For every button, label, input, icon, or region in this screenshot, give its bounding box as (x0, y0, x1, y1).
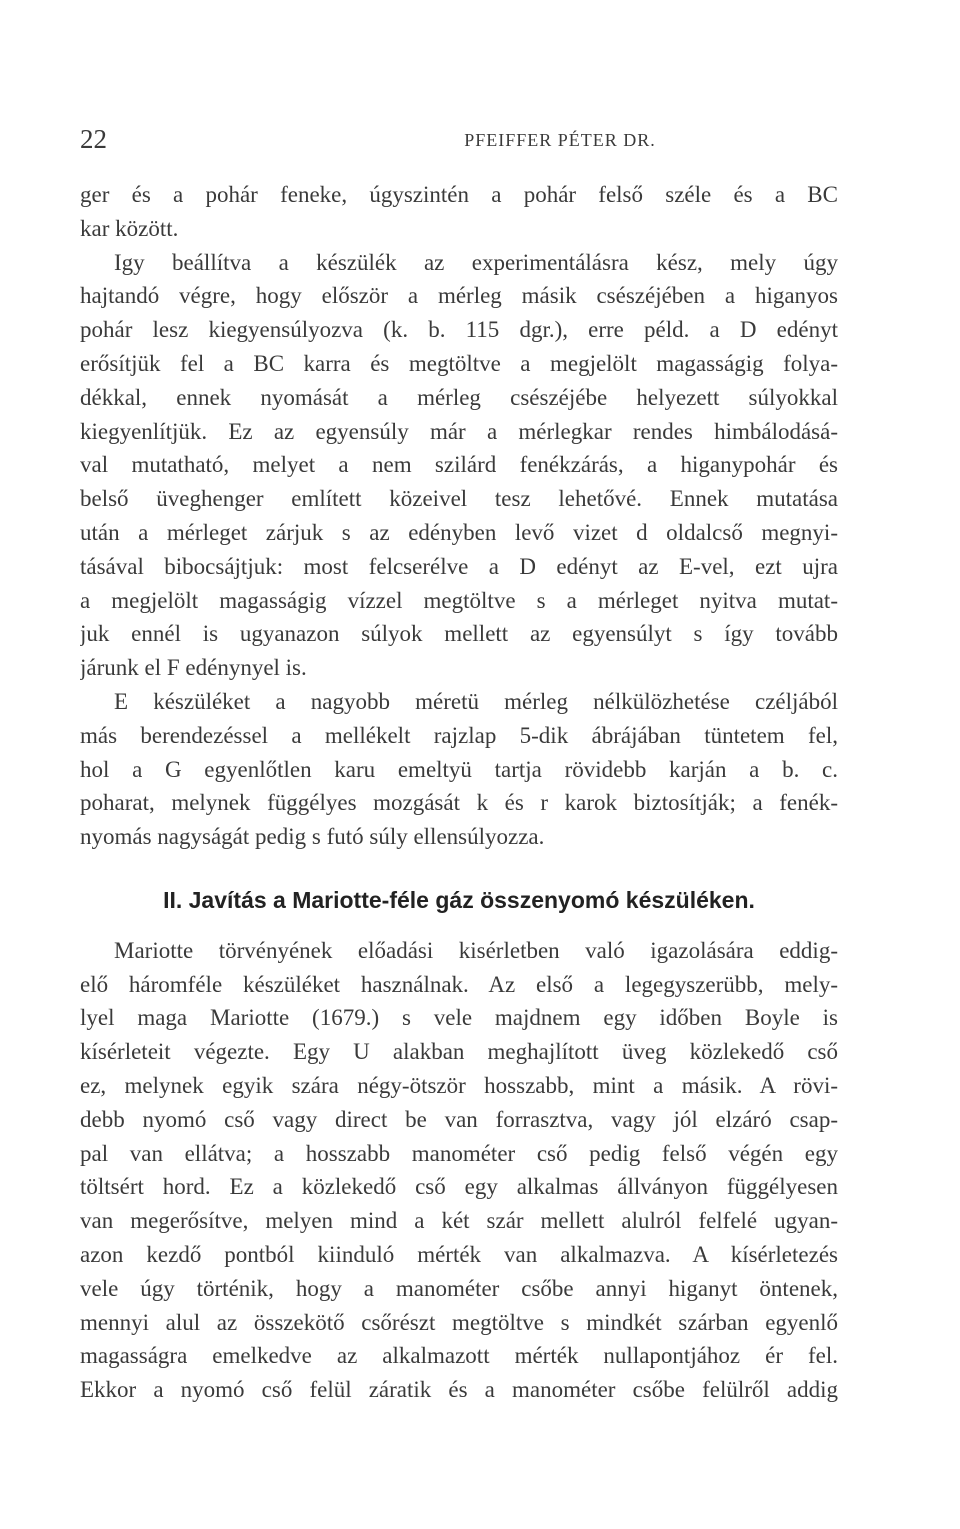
text-line: más berendezéssel a mellékelt rajzlap 5-dik ábrájában tüntetem fel, (80, 722, 838, 748)
text-line: pohár lesz kiegyensúlyozva (k. b. 115 dgr.), erre péld. a D edényt (80, 317, 838, 343)
text-line: lyel maga Mariotte (1679.) s vele majdnem egy időben Boyle is (80, 1005, 838, 1031)
text-line: mennyi alul az összekötő csőrészt megtöltve s mindkét szárban egyenlő (80, 1309, 838, 1335)
text-line: töltsért hord. Ez a közlekedő cső egy alkalmas állványon függélyesen (80, 1174, 838, 1200)
text-line: után a mérleget zárjuk s az edényben levő vizet d oldalcső megnyi- (80, 519, 838, 545)
text-line: Ekkor a nyomó cső felül záratik és a manométer csőbe felülről addig (80, 1377, 838, 1403)
text-line: hol a G egyenlőtlen karu emeltyü tartja rövidebb karján a b. c. (80, 756, 838, 782)
text-line: azon kezdő pontból kiinduló mérték van alkalmazva. A kísérletezés (80, 1241, 838, 1267)
page-header (80, 124, 840, 154)
text-line: poharat, melynek függélyes mozgását k és r karok biztosítják; a fenék- (80, 790, 838, 816)
text-line: járunk el F edénynyel is. (80, 655, 307, 681)
text-line: kar között. (80, 215, 179, 241)
text-line: pal van ellátva; a hosszabb manométer cső pedig felső végén egy (80, 1140, 838, 1166)
section-heading: II. Javítás a Mariotte-féle gáz összenyomó készüléken. (163, 886, 755, 913)
text-line: debb nyomó cső vagy direct be van forrasztva, vagy jól elzáró csap- (80, 1106, 838, 1132)
text-line: dékkal, ennek nyomását a mérleg csészéjébe helyezett súlyokkal (80, 384, 838, 410)
text-line: Igy beállítva a készülék az experimentálásra kész, mely úgy (114, 249, 838, 275)
body-text (80, 178, 838, 1407)
text-line: erősítjük fel a BC karra és megtöltve a megjelölt magasságig folya- (80, 350, 838, 376)
text-line: elő háromféle készüléket használnak. Az első a legegyszerübb, mely- (80, 971, 838, 997)
text-line: Mariotte törvényének előadási kisérletben való igazolására eddig- (114, 937, 838, 963)
text-line: E készüléket a nagyobb méretü mérleg nélkülözhetése czéljából (114, 688, 838, 714)
text-line: kiegyenlítjük. Ez az egyensúly már a mérlegkar rendes himbálodásá- (80, 418, 838, 444)
page-number: 22 (80, 124, 107, 154)
text-line: val mutatható, melyet a nem szilárd fenékzárás, a higanypohár és (80, 452, 838, 478)
text-line: van megerősítve, melyen mind a két szár mellett alulról felfelé ugyan- (80, 1208, 838, 1234)
text-line: belső üveghenger említett közeivel tesz lehetővé. Ennek mutatása (80, 486, 838, 512)
running-head: PFEIFFER PÉTER DR. (464, 130, 656, 150)
text-line: kísérleteit végezte. Egy U alakban meghajlított üveg közlekedő cső (80, 1039, 838, 1065)
text-line: tásával bibocsájtjuk: most felcserélve a D edényt az E-vel, ezt ujra (80, 553, 838, 579)
text-line: ger és a pohár feneke, úgyszintén a pohár felső széle és a BC (80, 182, 838, 207)
text-line: juk ennél is ugyanazon súlyok mellett az egyensúlyt s így tovább (80, 621, 838, 647)
text-line: ez, melynek egyik szára négy-ötször hosszabb, mint a másik. A rövi- (80, 1072, 838, 1098)
text-line: a megjelölt magasságig vízzel megtöltve s a mérleget nyitva mutat- (80, 587, 838, 613)
text-line: hajtandó végre, hogy először a mérleg másik csészéjében a higanyos (80, 283, 838, 309)
text-line: magasságra emelkedve az alkalmazott mérték nullapontjához ér fel. (80, 1343, 838, 1369)
text-line: nyomás nagyságát pedig s futó súly ellensúlyozza. (80, 824, 545, 850)
text-line: vele úgy történik, hogy a manométer csőbe annyi higanyt öntenek, (80, 1275, 838, 1301)
